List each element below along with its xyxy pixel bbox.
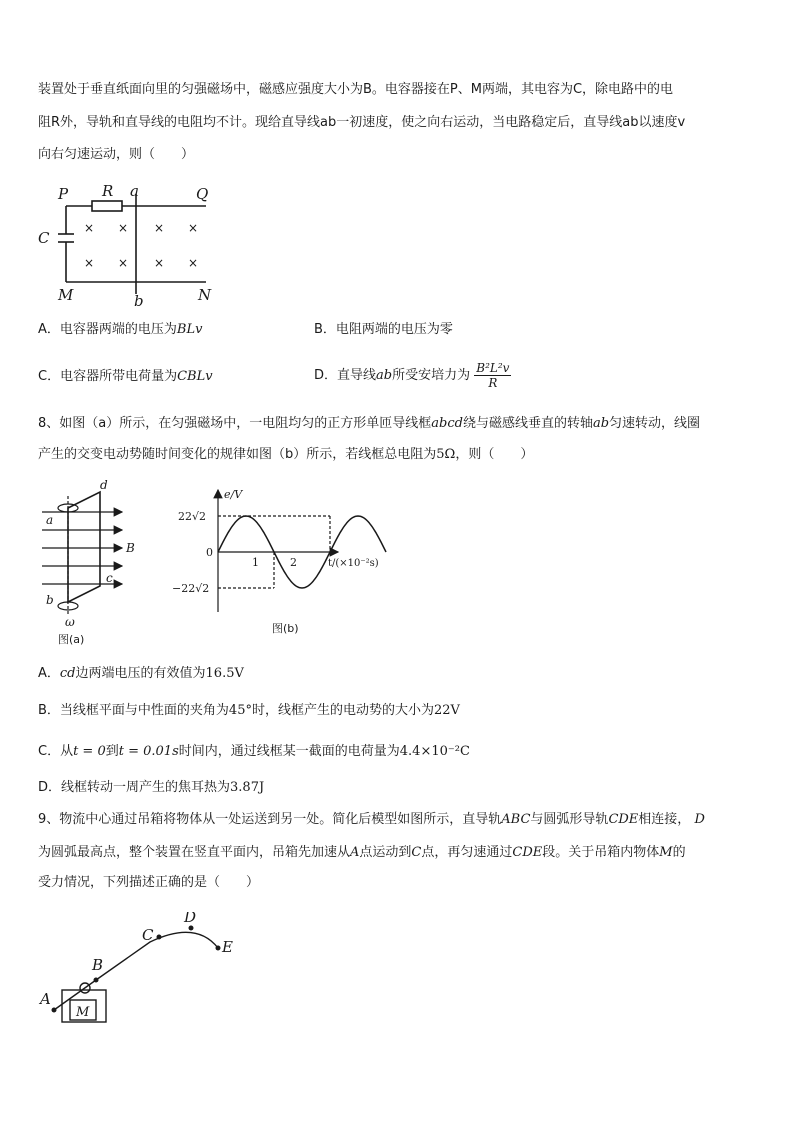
point-C [157, 935, 162, 940]
q7-stem-line-1: 装置处于垂直纸面向里的匀强磁场中，磁感应强度大小为B。电容器接在P、M两端，其电容为C，除电路中的电 [38, 82, 674, 97]
label-A: A [40, 990, 51, 1008]
q8-stem-line-2: 产生的交变电动势随时间变化的规律如图（b）所示，若线框总电阻为5Ω，则（ ） [38, 447, 534, 462]
origin-label: 0 [206, 546, 213, 559]
field-label-B: B [126, 541, 135, 555]
field-cross: × [154, 221, 165, 235]
field-cross: × [188, 256, 199, 270]
coil-label-a: a [46, 513, 54, 527]
figure-b-caption: 图(b) [272, 622, 299, 635]
label-M: M [76, 1005, 90, 1020]
point-D [189, 926, 194, 931]
q8-stem-line-1: 8、如图（a）所示，在匀强磁场中，一电阻均匀的正方形单匝导线框abcd绕与磁感线垂直的转轴ab匀速转动，线圈 [38, 416, 701, 431]
q7-option-a: A．电容器两端的电压为BLv [38, 322, 203, 337]
q8-option-b: B．当线框平面与中性面的夹角为45°时，线框产生的电动势的大小为22V [38, 703, 460, 718]
label-C: C [142, 926, 154, 944]
point-B [94, 978, 99, 983]
q8-figure-a-coil [38, 478, 148, 650]
field-cross: × [84, 256, 95, 270]
field-cross: × [118, 256, 129, 270]
track-path [54, 932, 218, 1010]
point-A [52, 1008, 57, 1013]
field-cross: × [84, 221, 95, 235]
label-b: b [134, 292, 144, 310]
y-max-label: 22√2 [178, 510, 207, 523]
q7-option-b: B．电阻两端的电压为零 [314, 322, 453, 337]
y-axis-label: e/V [224, 488, 243, 501]
t-tick-2: 2 [290, 556, 297, 569]
q8-option-c: C．从t = 0到t = 0.01s时间内，通过线框某一截面的电荷量为4.4×10⁻²C [38, 744, 470, 759]
label-a: a [130, 182, 139, 200]
omega-label: ω [65, 615, 75, 629]
q7-option-c: C．电容器所带电荷量为CBLv [38, 369, 213, 384]
q7-stem-line-3: 向右匀速运动，则（ ） [38, 147, 195, 162]
label-R: R [102, 182, 114, 200]
label-N: N [198, 286, 212, 304]
label-P: P [58, 185, 69, 203]
magnetic-field-crosses [84, 221, 198, 270]
field-cross: × [118, 221, 129, 235]
field-cross: × [188, 221, 199, 235]
coil-label-c: c [106, 571, 113, 585]
t-tick-1: 1 [252, 556, 259, 569]
q9-stem-line-2: 为圆弧最高点，整个装置在竖直平面内，吊箱先加速从A点运动到C点，再匀速通过CDE段。关于吊箱内物体M的 [38, 845, 686, 860]
field-cross: × [154, 256, 165, 270]
label-M: M [58, 286, 74, 304]
label-Q: Q [196, 185, 209, 203]
figure-a-caption: 图(a) [58, 633, 85, 646]
q8-option-a: A．cd边两端电压的有效值为16.5V [38, 666, 244, 681]
q9-stem-line-1: 9、物流中心通过吊箱将物体从一处运送到另一处。简化后模型如图所示，直导轨ABC与圆弧形导轨CDE相连接， D [38, 812, 705, 827]
q8-figure-b-emf-graph [170, 484, 400, 644]
q9-stem-line-3: 受力情况，下列描述正确的是（ ） [38, 875, 260, 890]
label-B: B [92, 956, 104, 974]
q7-option-d: D．直导线ab所受安培力为 $\frac{\text{B²L²v}}{R}$ [314, 361, 510, 390]
x-axis-label: t/(×10⁻²s) [328, 558, 379, 569]
q8-option-d: D．线框转动一周产生的焦耳热为3.87J [38, 780, 265, 795]
ampere-force-fraction: $\frac{\text{B²L²v}}{R}$ [476, 361, 510, 390]
coil-label-d: d [100, 478, 108, 492]
label-E: E [222, 938, 233, 956]
q7-stem-line-2: 阻R外，导轨和直导线的电阻均不计。现给直导线ab一初速度，使之向右运动，当电路稳定后，直导线ab以速度v [38, 115, 686, 130]
y-min-label: −22√2 [172, 582, 210, 595]
q7-circuit-figure [36, 180, 226, 310]
label-D: D [184, 912, 197, 926]
label-C: C [38, 229, 50, 247]
point-E [216, 946, 221, 951]
q9-track-figure [36, 912, 256, 1032]
coil-label-b: b [46, 593, 54, 607]
resistor-symbol [92, 201, 122, 211]
